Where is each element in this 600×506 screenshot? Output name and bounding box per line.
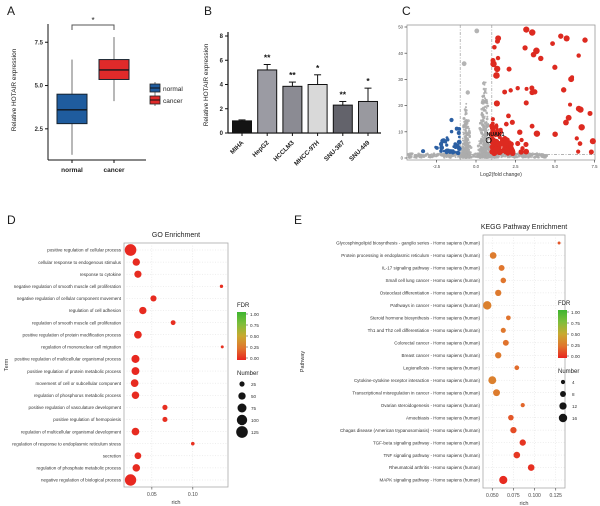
svg-text:0.075: 0.075	[507, 493, 520, 499]
svg-text:FDR: FDR	[558, 301, 571, 307]
svg-text:positive regulation of multice: positive regulation of multicellular organismal process	[14, 356, 121, 362]
svg-text:*: *	[315, 62, 320, 73]
svg-text:20: 20	[398, 103, 403, 109]
svg-text:negative regulation of biologi: negative regulation of biological process	[40, 477, 121, 483]
svg-text:positive regulation of vascula: positive regulation of vasculature development	[28, 405, 121, 411]
svg-text:SNU-387: SNU-387	[322, 139, 347, 163]
svg-text:**: **	[339, 89, 347, 100]
svg-text:4: 4	[572, 380, 575, 385]
svg-text:0.75: 0.75	[250, 323, 259, 328]
svg-text:0.050: 0.050	[486, 493, 499, 499]
svg-text:Th1 and Th2 cell differentiati: Th1 and Th2 cell differentiation - Homo sapiens (human)	[367, 328, 480, 334]
panel-d-letter: D	[7, 213, 16, 227]
svg-text:75: 75	[251, 406, 257, 411]
svg-text:0.50: 0.50	[250, 334, 259, 339]
svg-text:5.0: 5.0	[552, 164, 558, 169]
svg-text:1.00: 1.00	[571, 310, 580, 315]
svg-text:Pathways in cancer - Homo sapi: Pathways in cancer - Homo sapiens (human)	[390, 303, 480, 309]
svg-text:0.00: 0.00	[250, 356, 259, 361]
svg-text:secretion: secretion	[102, 453, 121, 459]
boxplot-hotair-normal-vs-cancer	[0, 0, 195, 205]
svg-text:0: 0	[219, 131, 223, 138]
svg-text:Amoebiasis - Homo sapiens (hum: Amoebiasis - Homo sapiens (human)	[405, 415, 480, 421]
svg-text:negative regulation of cellula: negative regulation of cellular component movement	[16, 296, 121, 302]
svg-text:**: **	[289, 70, 296, 81]
svg-text:0.75: 0.75	[571, 321, 580, 326]
panel-b-letter: B	[204, 4, 213, 18]
svg-text:Colorectal cancer - Homo sapie: Colorectal cancer - Homo sapiens (human)	[394, 340, 480, 346]
svg-text:-2.5: -2.5	[432, 164, 441, 169]
svg-text:1.00: 1.00	[250, 312, 259, 317]
svg-text:Transcriptional misregulation: Transcriptional misregulation in cancer - Homo sapiens (human)	[352, 390, 480, 396]
svg-text:IL-17 signaling pathway - Homo: IL-17 signaling pathway - Homo sapiens (human)	[381, 265, 480, 271]
svg-text:Relative HOTAIR expression: Relative HOTAIR expression	[203, 43, 210, 127]
svg-text:50: 50	[251, 394, 257, 399]
svg-text:*: *	[91, 16, 95, 25]
svg-text:positive regulation of hemopoi: positive regulation of hemopoiesis	[53, 417, 121, 423]
svg-text:0.25: 0.25	[571, 343, 580, 348]
svg-text:0.125: 0.125	[549, 493, 562, 499]
svg-text:HepG2: HepG2	[251, 139, 271, 159]
svg-text:2: 2	[219, 106, 223, 113]
svg-text:Log2(fold change): Log2(fold change)	[480, 172, 522, 178]
svg-text:response to cytokine: response to cytokine	[79, 271, 121, 277]
svg-text:MAPK signaling pathway - Homo: MAPK signaling pathway - Homo sapiens (human)	[379, 477, 480, 483]
svg-text:Breast cancer - Homo sapiens (: Breast cancer - Homo sapiens (human)	[401, 352, 480, 358]
svg-text:0.10: 0.10	[187, 492, 198, 498]
svg-text:rich: rich	[519, 501, 529, 506]
svg-text:Legionellosis - Homo sapiens (: Legionellosis - Homo sapiens (human)	[403, 365, 480, 371]
svg-text:Term: Term	[4, 358, 10, 372]
svg-text:regulation of mononuclear cell: regulation of mononuclear cell migration	[41, 344, 121, 350]
svg-text:4: 4	[219, 82, 223, 89]
svg-text:GO Enrichment: GO Enrichment	[151, 232, 201, 239]
svg-text:rich: rich	[171, 500, 181, 506]
svg-text:0.50: 0.50	[571, 332, 580, 337]
svg-text:MIHA: MIHA	[229, 139, 246, 156]
svg-text:0.00: 0.00	[571, 354, 580, 359]
svg-text:normal: normal	[61, 167, 83, 174]
svg-text:16: 16	[572, 416, 578, 421]
svg-text:regulation of smooth muscle ce: regulation of smooth muscle cell proliferation	[31, 320, 121, 326]
svg-text:TGF-beta signaling pathway - H: TGF-beta signaling pathway - Homo sapiens (human)	[372, 440, 480, 446]
svg-text:Ovarian steroidogenesis - Homo: Ovarian steroidogenesis - Homo sapiens (human)	[380, 402, 480, 408]
svg-text:Number: Number	[558, 369, 580, 375]
svg-text:5.0: 5.0	[34, 83, 43, 90]
svg-text:FDR: FDR	[237, 303, 250, 309]
svg-text:2.5: 2.5	[34, 127, 43, 134]
svg-text:Small cell lung cancer - Homo: Small cell lung cancer - Homo sapiens (human)	[385, 278, 480, 284]
svg-text:regulation of multicellular or: regulation of multicellular organismal development	[20, 429, 121, 435]
barchart-hotair-cell-lines	[195, 0, 395, 205]
svg-text:Protein processing in endoplas: Protein processing in endoplasmic reticulum - Homo sapiens (human)	[341, 253, 480, 259]
svg-text:normal: normal	[163, 86, 183, 93]
svg-text:8: 8	[572, 392, 575, 397]
svg-text:positive regulation of protein: positive regulation of protein metabolic process	[27, 368, 121, 374]
svg-text:cancer: cancer	[103, 167, 125, 174]
svg-text:100: 100	[251, 418, 259, 423]
svg-text:regulation of phosphorus metab: regulation of phosphorus metabolic process	[33, 392, 121, 398]
svg-text:7.5: 7.5	[34, 40, 43, 47]
svg-text:30: 30	[398, 77, 403, 82]
svg-text:0.100: 0.100	[528, 493, 541, 499]
svg-text:Glycosphingolipid biosynthesis: Glycosphingolipid biosynthesis - ganglio series - Homo sapiens (human)	[336, 240, 480, 246]
svg-text:cellular response to endogenou: cellular response to endogenous stimulus	[38, 259, 121, 265]
svg-text:regulation of cell adhesion: regulation of cell adhesion	[68, 308, 121, 314]
svg-text:cancer: cancer	[163, 98, 183, 105]
svg-text:0.05: 0.05	[146, 492, 157, 498]
svg-text:Number: Number	[237, 371, 259, 377]
svg-text:TNF signaling pathway - Homo s: TNF signaling pathway - Homo sapiens (human)	[383, 452, 480, 458]
svg-text:positive regulation of cellula: positive regulation of cellular process	[47, 247, 121, 253]
svg-text:SNU-449: SNU-449	[348, 139, 372, 163]
svg-text:Relative HOTAIR expression: Relative HOTAIR expression	[11, 48, 18, 132]
svg-text:MHCC-97H: MHCC-97H	[293, 139, 322, 168]
svg-text:Osteoclast differentiation - H: Osteoclast differentiation - Homo sapiens (human)	[379, 290, 480, 296]
panel-a-letter: A	[7, 4, 16, 18]
svg-text:7.5: 7.5	[591, 164, 598, 169]
svg-text:50: 50	[398, 24, 403, 30]
svg-text:**: **	[263, 52, 271, 63]
svg-text:negative regulation of smooth: negative regulation of smooth muscle cell proliferation	[13, 284, 121, 290]
svg-text:*: *	[366, 76, 370, 87]
svg-text:Pathway: Pathway	[300, 350, 306, 373]
svg-text:regulation of phosphate metabo: regulation of phosphate metabolic process	[36, 465, 121, 471]
svg-text:regulation of response to endo: regulation of response to endoplasmic reticulum stress	[12, 441, 121, 447]
svg-text:positive regulation of protein: positive regulation of protein modification process	[22, 332, 121, 338]
svg-text:125: 125	[251, 430, 259, 435]
svg-text:Steroid hormone biosynthesis -: Steroid hormone biosynthesis - Homo sapiens (human)	[369, 315, 480, 321]
svg-text:40: 40	[398, 50, 403, 56]
svg-text:KEGG Pathway Enrichment: KEGG Pathway Enrichment	[480, 224, 568, 231]
svg-text:12: 12	[572, 404, 578, 409]
svg-text:NUAK1: NUAK1	[486, 132, 505, 139]
svg-text:0.25: 0.25	[250, 345, 259, 350]
svg-text:Rheumatoid arthritis - Homo sa: Rheumatoid arthritis - Homo sapiens (human)	[388, 465, 480, 471]
svg-text:2.5: 2.5	[512, 164, 519, 169]
svg-text:movement of cell or subcellula: movement of cell or subcellular component	[35, 380, 121, 386]
kegg-enrichment-dotplot	[292, 210, 600, 506]
svg-text:8: 8	[219, 34, 223, 41]
svg-text:10: 10	[398, 129, 403, 135]
panel-e-letter: E	[294, 213, 303, 227]
svg-text:25: 25	[251, 382, 257, 387]
svg-text:HCCLM3: HCCLM3	[272, 139, 296, 163]
svg-text:0: 0	[400, 155, 403, 161]
svg-text:0.0: 0.0	[473, 164, 479, 169]
volcano-plot	[395, 0, 600, 200]
svg-text:Chagas disease (American trypa: Chagas disease (American trypanosomiasis) - Homo sapiens (human)	[339, 427, 480, 433]
svg-text:6: 6	[219, 58, 223, 65]
svg-text:Cytokine-cytokine receptor int: Cytokine-cytokine receptor interaction - Homo sapiens (human)	[353, 377, 480, 383]
go-enrichment-dotplot	[0, 210, 292, 506]
panel-c-letter: C	[402, 4, 411, 18]
